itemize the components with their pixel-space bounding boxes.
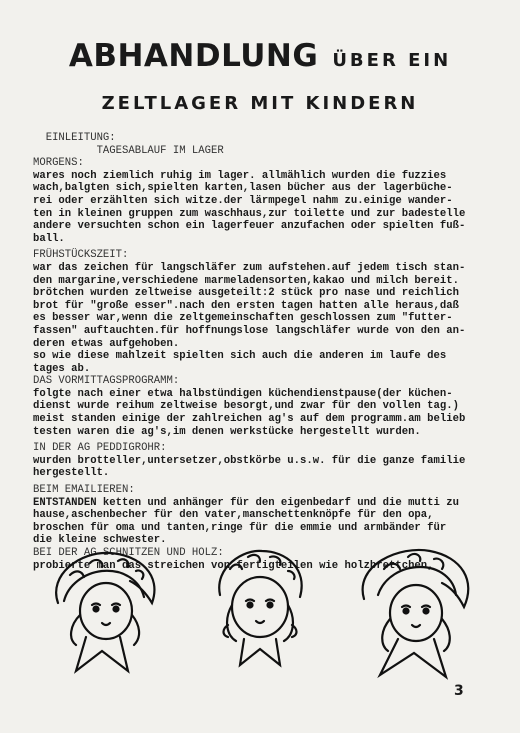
title-ueber-ein: ÜBER EIN [332, 50, 452, 71]
title-line-1 [0, 38, 520, 74]
text-line: deren etwas aufgehoben. [33, 337, 180, 350]
text-line: rei oder erzählten sich witze.der lärmpegel nahm zu.einige wander- [33, 194, 453, 207]
text-line: hergestellt. [33, 467, 110, 480]
text-line: wurden brotteller,untersetzer,obstkörbe u.s.w. für die ganze familie [33, 454, 466, 467]
text-line: ten in kleinen gruppen zum waschhaus,zur toilette und zur badestelle [33, 207, 466, 220]
page-number: 3 [454, 683, 464, 699]
text-line: brötchen wurden zeltweise ausgeteilt:2 stück pro nase und reichlich [33, 287, 459, 300]
text-line: fassen" auftauchten.für hoffnungslose langschläfer wurde von den an- [33, 324, 466, 337]
text-line: wares noch ziemlich ruhig im lager. allmählich wurden die fuzzies [33, 169, 447, 182]
text-line: probierte man das streichen von fertigteilen wie holzbrettchen, [33, 559, 434, 572]
section-heading: BEI DER AG SCHNITZEN UND HOLZ: [33, 547, 224, 559]
section-heading: FRÜHSTÜCKSZEIT: [33, 249, 129, 262]
text-line: andere versuchten schon ein lagerfeuer anzufachen oder spielten fuß- [33, 220, 466, 233]
text-line: den margarine,verschiedene marmeladensorten,kakao und milch bereit. [33, 274, 459, 287]
text-line: ENTSTANDEN ketten und anhänger für den eigenbedarf und die mutti zu [33, 496, 459, 509]
text-line: so wie diese mahlzeit spielten sich auch die anderen im laufe des [33, 350, 447, 363]
girl-with-bonnet-illustration-left [40, 545, 170, 675]
section-heading: DAS VORMITTAGSPROGRAMM: [33, 375, 180, 388]
section-heading: IN DER AG PEDDIGROHR: [33, 442, 167, 455]
section-heading: EINLEITUNG: [33, 132, 116, 144]
body-text [33, 132, 493, 572]
text-line: broschen für oma und tanten,ringe für die emmie und armbänder für [33, 521, 447, 534]
text-line: ball. [33, 232, 65, 245]
section-heading: TAGESABLAUF IM LAGER [33, 144, 224, 157]
section-heading: MORGENS: [33, 157, 84, 170]
title-line-2: ZELTLAGER MIT KINDERN [101, 93, 419, 114]
text-line: meist standen einige der zahlreichen ag's auf dem programm.am belieb [33, 413, 466, 426]
text-line: wach,balgten sich,spielten karten,lasen bücher aus der lagerbüche- [33, 182, 453, 195]
text-line: hause,aschenbecher für den vater,manschettenknöpfe für den opa, [33, 509, 434, 522]
title-abhandlung: ABHANDLUNG [68, 38, 319, 74]
girl-with-hat-illustration-right [350, 545, 480, 685]
text-line: war das zeichen für langschläfer zum aufstehen.auf jedem tisch stan- [33, 261, 466, 274]
text-line: es besser war,wenn die zeltgemeinschaften geschlossen zum "futter- [33, 312, 453, 325]
text-line: brot für "große esser".nach den ersten tagen hatten alle heraus,daß [33, 299, 459, 312]
text-line: die kleine schwester. [33, 534, 167, 547]
text-line: folgte nach einer etwa halbstündigen küchendienstpause(der küchen- [33, 387, 453, 400]
section-heading: BEIM EMAILIEREN: [33, 484, 135, 497]
text-line: testen waren die ag's,im denen werkstücke hergestellt wurden. [33, 425, 421, 438]
text-line: dienst wurde reihum zeltweise besorgt,und zwar für den vollen tag.) [33, 400, 459, 413]
girl-with-curls-illustration-center [200, 545, 320, 675]
text-line: tages ab. [33, 362, 91, 375]
